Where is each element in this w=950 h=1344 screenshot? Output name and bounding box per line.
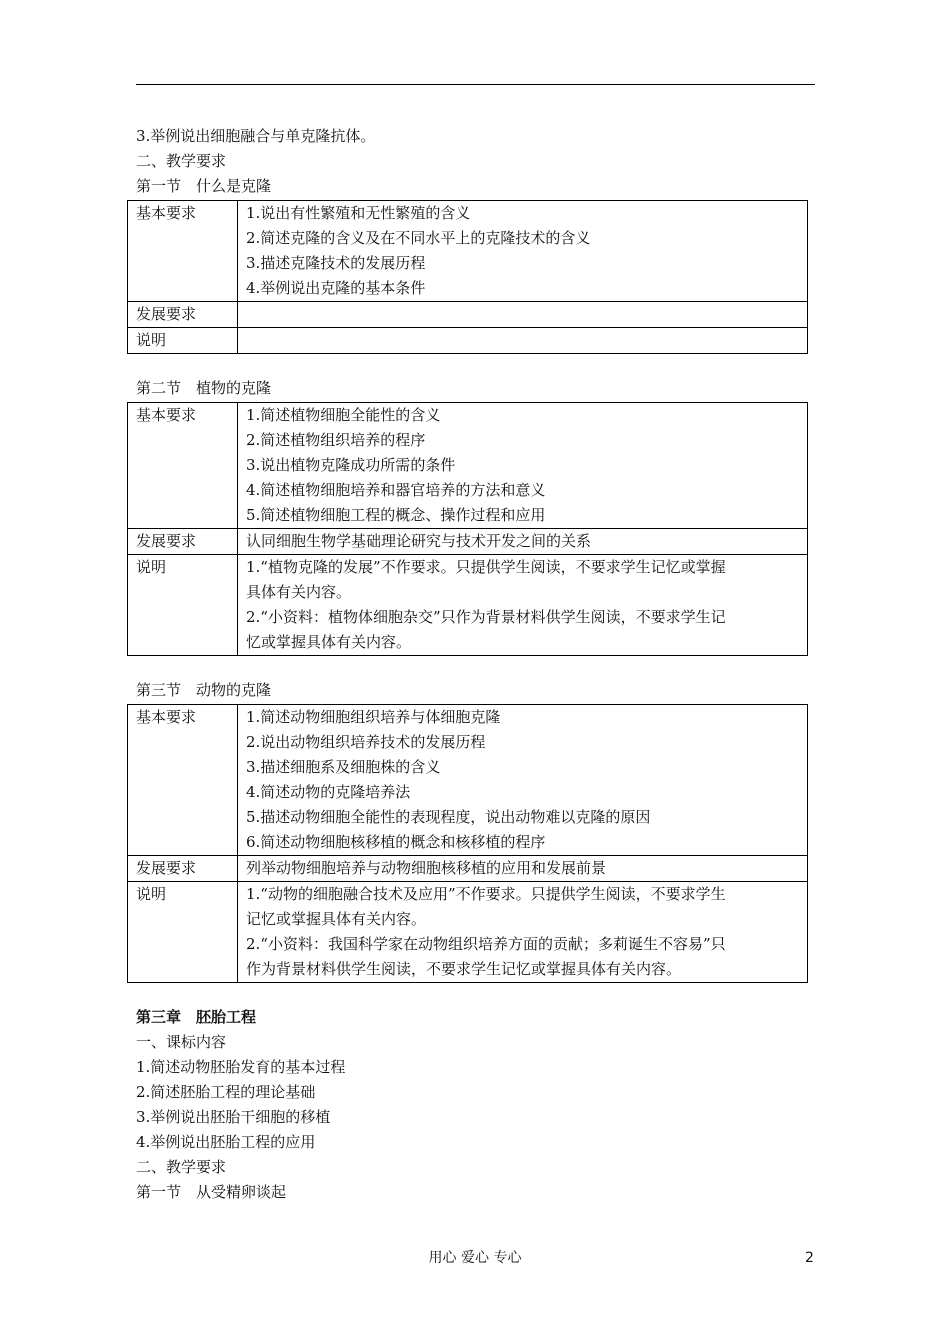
dev-text — [238, 302, 808, 328]
list-item: 2.简述克隆的含义及在不同水平上的克隆技术的含义 — [246, 229, 591, 247]
table-row — [128, 856, 808, 882]
list-item: 3.说出植物克隆成功所需的条件 — [246, 456, 456, 474]
chapter3-line: 二、教学要求 — [136, 1158, 227, 1176]
note-line: 1.“动物的细胞融合技术及应用”不作要求。只提供学生阅读，不要求学生 — [246, 885, 726, 903]
section1-table — [127, 200, 808, 354]
intro-line-2: 二、教学要求 — [136, 152, 227, 170]
chapter3-line: 2.简述胚胎工程的理论基础 — [136, 1083, 316, 1101]
table-row — [128, 201, 808, 302]
page-number: 2 — [805, 1250, 814, 1266]
note-line: 记忆或掌握具体有关内容。 — [246, 910, 427, 928]
dev-label: 发展要求 — [128, 856, 238, 882]
list-item: 2.说出动物组织培养技术的发展历程 — [246, 733, 486, 751]
table-row — [128, 705, 808, 856]
note-label: 说明 — [128, 328, 238, 354]
dev-text: 列举动物细胞培养与动物细胞核移植的应用和发展前景 — [238, 856, 808, 882]
basic-label: 基本要求 — [128, 403, 238, 529]
basic-label: 基本要求 — [128, 705, 238, 856]
note-text — [238, 328, 808, 354]
header-rule — [136, 84, 815, 85]
dev-text: 认同细胞生物学基础理论研究与技术开发之间的关系 — [238, 529, 808, 555]
note-line: 具体有关内容。 — [246, 583, 352, 601]
note-line: 1.“植物克隆的发展”不作要求。只提供学生阅读，不要求学生记忆或掌握 — [246, 558, 726, 576]
table-row — [128, 882, 808, 983]
list-item: 3.描述克隆技术的发展历程 — [246, 254, 426, 272]
section2-heading: 第二节 植物的克隆 — [136, 379, 272, 397]
basic-items — [238, 705, 808, 856]
footer-motto: 用心 爱心 专心 — [428, 1250, 522, 1266]
section3-table — [127, 704, 808, 983]
note-line: 2.“小资料：我国科学家在动物组织培养方面的贡献；多莉诞生不容易”只 — [246, 935, 726, 953]
list-item: 1.简述植物细胞全能性的含义 — [246, 406, 441, 424]
basic-label: 基本要求 — [128, 201, 238, 302]
list-item: 4.简述动物的克隆培养法 — [246, 783, 411, 801]
list-item: 3.描述细胞系及细胞株的含义 — [246, 758, 441, 776]
list-item: 1.简述动物细胞组织培养与体细胞克隆 — [246, 708, 501, 726]
note-label: 说明 — [128, 882, 238, 983]
table-row — [128, 555, 808, 656]
dev-label: 发展要求 — [128, 302, 238, 328]
chapter3-line: 一、课标内容 — [136, 1033, 227, 1051]
note-line: 忆或掌握具体有关内容。 — [246, 633, 412, 651]
chapter3-title: 第三章 胚胎工程 — [136, 1008, 257, 1026]
table-row — [128, 302, 808, 328]
table-row — [128, 328, 808, 354]
basic-items — [238, 403, 808, 529]
list-item: 5.描述动物细胞全能性的表现程度，说出动物难以克隆的原因 — [246, 808, 651, 826]
list-item: 4.举例说出克隆的基本条件 — [246, 279, 426, 297]
table-row — [128, 403, 808, 529]
note-text — [238, 555, 808, 656]
list-item: 2.简述植物组织培养的程序 — [246, 431, 426, 449]
intro-line-1: 3.举例说出细胞融合与单克隆抗体。 — [136, 127, 376, 145]
section3-heading: 第三节 动物的克隆 — [136, 681, 272, 699]
list-item: 6.简述动物细胞核移植的概念和核移植的程序 — [246, 833, 546, 851]
note-label: 说明 — [128, 555, 238, 656]
note-line: 作为背景材料供学生阅读，不要求学生记忆或掌握具体有关内容。 — [246, 960, 682, 978]
list-item: 1.说出有性繁殖和无性繁殖的含义 — [246, 204, 471, 222]
chapter3-line: 第一节 从受精卵谈起 — [136, 1183, 287, 1201]
dev-label: 发展要求 — [128, 529, 238, 555]
list-item: 5.简述植物细胞工程的概念、操作过程和应用 — [246, 506, 546, 524]
section1-heading: 第一节 什么是克隆 — [136, 177, 272, 195]
section2-table — [127, 402, 808, 656]
chapter3-line: 3.举例说出胚胎干细胞的移植 — [136, 1108, 331, 1126]
table-row — [128, 529, 808, 555]
note-line: 2.“小资料：植物体细胞杂交”只作为背景材料供学生阅读，不要求学生记 — [246, 608, 726, 626]
chapter3-line: 1.简述动物胚胎发育的基本过程 — [136, 1058, 346, 1076]
note-text — [238, 882, 808, 983]
chapter3-line: 4.举例说出胚胎工程的应用 — [136, 1133, 316, 1151]
basic-items — [238, 201, 808, 302]
list-item: 4.简述植物细胞培养和器官培养的方法和意义 — [246, 481, 546, 499]
